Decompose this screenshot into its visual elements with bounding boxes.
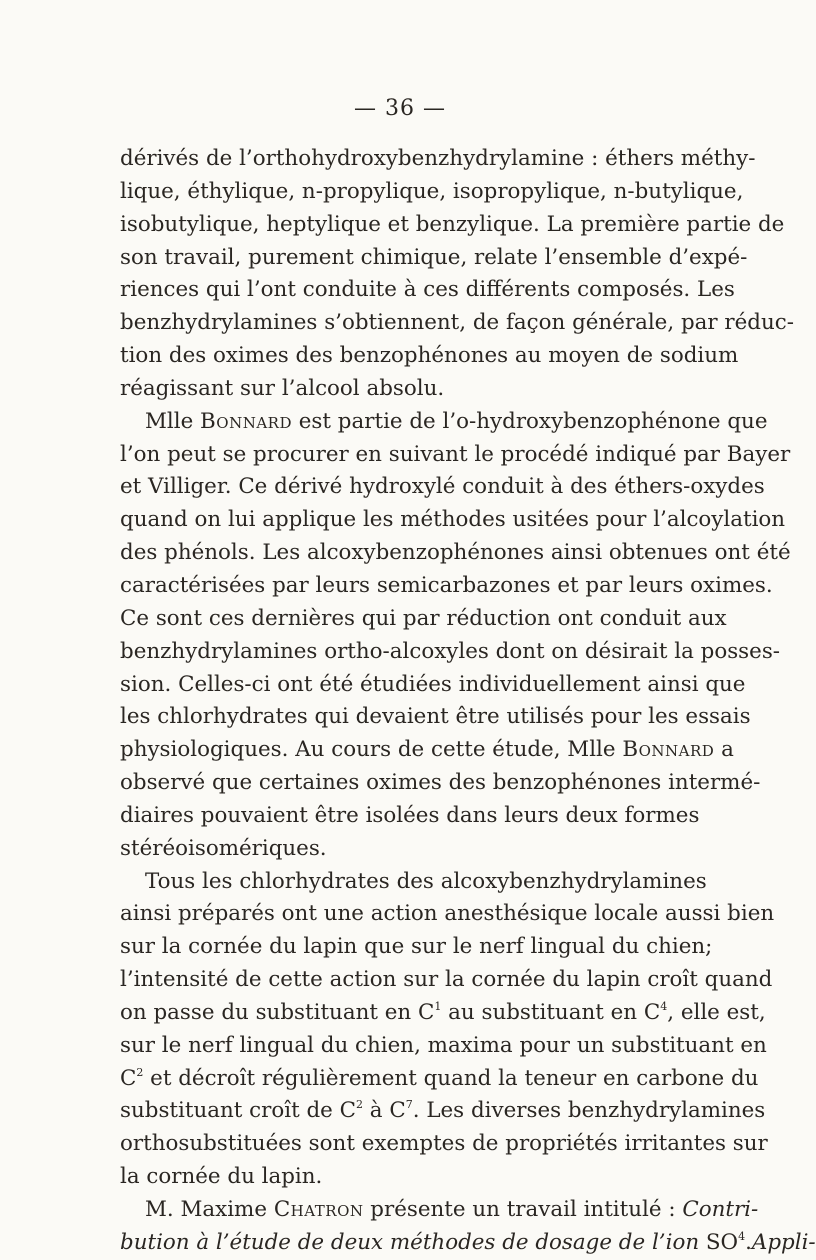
text-line: M. Maxime Chatron présente un travail intitulé : Contri- [145,1197,759,1222]
body-text [120,143,816,1260]
text-line: sur le nerf lingual du chien, maxima pour un substituant en [120,1032,767,1058]
text-line: et Villiger. Ce dérivé hydroxylé conduit à des éthers-oxydes [120,474,765,500]
text-line: riences qui l’ont conduite à ces différents composés. Les [120,277,735,303]
text-line: on passe du substituant en $C^1$ au substituant en $C^4$, elle est, [120,999,766,1025]
author-name: Bonnard [622,737,715,763]
text-line: dérivés de l’orthohydroxybenzhydrylamine : éthers méthy- [120,146,756,171]
work-title: Appli- [751,1229,816,1255]
text-line: substituant croît de $C^2$ à $C^7$. Les diverses benzhydrylamines [120,1098,766,1124]
text-line: les chlorhydrates qui devaient être utilisés pour les essais [120,704,751,730]
text-line: stéréoisomériques. [120,835,327,861]
text-line: lique, éthylique, n-propylique, isopropylique, n-butylique, [120,178,744,204]
text-line: observé que certaines oximes des benzophénones intermé- [120,770,761,796]
text-line: Mlle Bonnard est partie de l’o-hydroxybenzophénone que [145,408,768,434]
text-line: caractérisées par leurs semicarbazones et par leurs oximes. [120,572,773,598]
text-line: quand on lui applique les méthodes usitées pour l’alcoylation [120,507,786,533]
text-line: la cornée du lapin. [120,1164,323,1190]
text-line: sur la cornée du lapin que sur le nerf lingual du chien; [120,934,713,960]
text-line: benzhydrylamines s’obtiennent, de façon générale, par réduc- [120,310,794,336]
text-line: l’intensité de cette action sur la cornée du lapin croît quand [120,967,773,993]
text-line: physiologiques. Au cours de cette étude, Mlle Bonnard a [120,737,734,763]
work-title: bution à l’étude de deux méthodes de dosage de l’ion [120,1229,700,1255]
text-line: bution à l’étude de deux méthodes de dosage de l’ion $SO^4.Appli-$ [120,1229,816,1255]
page-number: — 36 — [354,96,446,121]
text-line: diaires pouvaient être isolées dans leurs deux formes [120,802,700,828]
text-line: des phénols. Les alcoxybenzophénones ainsi obtenues ont été [120,540,791,566]
text-line: Ce sont ces dernières qui par réduction ont conduit aux [120,605,727,631]
text-line: tion des oximes des benzophénones au moyen de sodium [120,343,739,369]
text-line: Tous les chlorhydrates des alcoxybenzhydrylamines [145,868,707,894]
work-title: Contri- [682,1197,759,1222]
text-line: son travail, purement chimique, relate l’ensemble d’expé- [120,244,748,270]
text-line: ainsi préparés ont une action anesthésique locale aussi bien [120,901,775,927]
text-line: benzhydrylamines ortho-alcoxyles dont on désirait la posses- [120,638,781,664]
text-line: sion. Celles-ci ont été étudiées individuellement ainsi que [120,671,746,697]
text-line: l’on peut se procurer en suivant le procédé indiqué par Bayer [120,441,791,467]
author-name: Bonnard [200,408,292,434]
text-line: réagissant sur l’alcool absolu. [120,375,445,401]
text-line: orthosubstituées sont exemptes de propriétés irritantes sur [120,1131,768,1157]
text-line: $C^2$ et décroît régulièrement quand la teneur en carbone du [120,1065,759,1091]
author-name: Chatron [273,1197,364,1222]
text-line: isobutylique, heptylique et benzylique. La première partie de [120,211,785,237]
